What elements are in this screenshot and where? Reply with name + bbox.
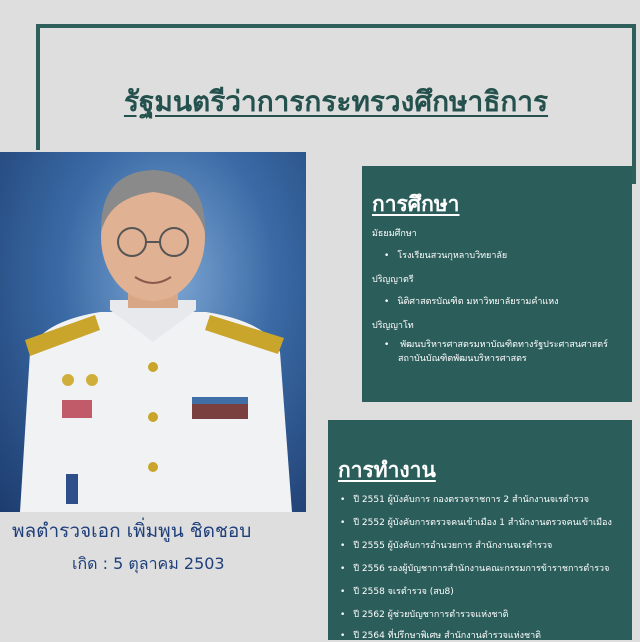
work-item: • ปี 2558 จเรตำรวจ (สบ8) bbox=[340, 584, 454, 598]
work-item: • ปี 2556 รองผู้บัญชาการสำนักงานคณะกรรมการข้าราชการตำรวจ bbox=[340, 561, 609, 575]
person-name: พลตำรวจเอก เพิ่มพูน ชิดชอบ bbox=[12, 520, 252, 542]
birth-date: เกิด : 5 ตุลาคม 2503 bbox=[72, 554, 225, 573]
work-item: • ปี 2555 ผู้บังคับการอำนวยการ สำนักงานจเรตำรวจ bbox=[340, 538, 552, 552]
work-item: • ปี 2564 ที่ปรึกษาพิเศษ สำนักงานตำรวจแห่งชาติ bbox=[340, 628, 541, 642]
work-item: • ปี 2551 ผู้บังคับการ กองตรวจราชการ 2 สำนักงานจเรตำรวจ bbox=[340, 492, 589, 506]
education-level: ปริญญาโท bbox=[372, 321, 414, 331]
portrait-photo bbox=[0, 152, 306, 512]
education-item-line: พัฒนบริหารศาสตรมหาบัณฑิตทางรัฐประศาสนศาสตร์ bbox=[400, 340, 608, 350]
portrait-illustration bbox=[0, 152, 306, 512]
education-level: ปริญญาตรี bbox=[372, 275, 414, 285]
work-item: • ปี 2552 ผู้บังคับการตรวจคนเข้าเมือง 1 สำนักงานตรวจคนเข้าเมือง bbox=[340, 515, 612, 529]
education-level: มัธยมศึกษา bbox=[372, 229, 417, 239]
work-panel bbox=[328, 420, 632, 640]
education-item: • นิติศาสตรบัณฑิต มหาวิทยาลัยรามคำแหง bbox=[384, 294, 559, 308]
education-item bbox=[384, 338, 624, 366]
work-heading: การทำงาน bbox=[338, 458, 436, 482]
education-panel bbox=[362, 166, 632, 402]
education-item-line: สถาบันบัณฑิตพัฒนบริหารศาสตร bbox=[398, 354, 527, 364]
education-heading: การศึกษา bbox=[372, 192, 460, 216]
frame-top-line bbox=[36, 24, 636, 28]
work-item: • ปี 2562 ผู้ช่วยบัญชาการตำรวจแห่งชาติ bbox=[340, 607, 508, 621]
frame-right-line bbox=[632, 24, 636, 184]
page-title: รัฐมนตรีว่าการกระทรวงศึกษาธิการ bbox=[123, 85, 549, 118]
education-item: • โรงเรียนสวนกุหลาบวิทยาลัย bbox=[384, 248, 507, 262]
